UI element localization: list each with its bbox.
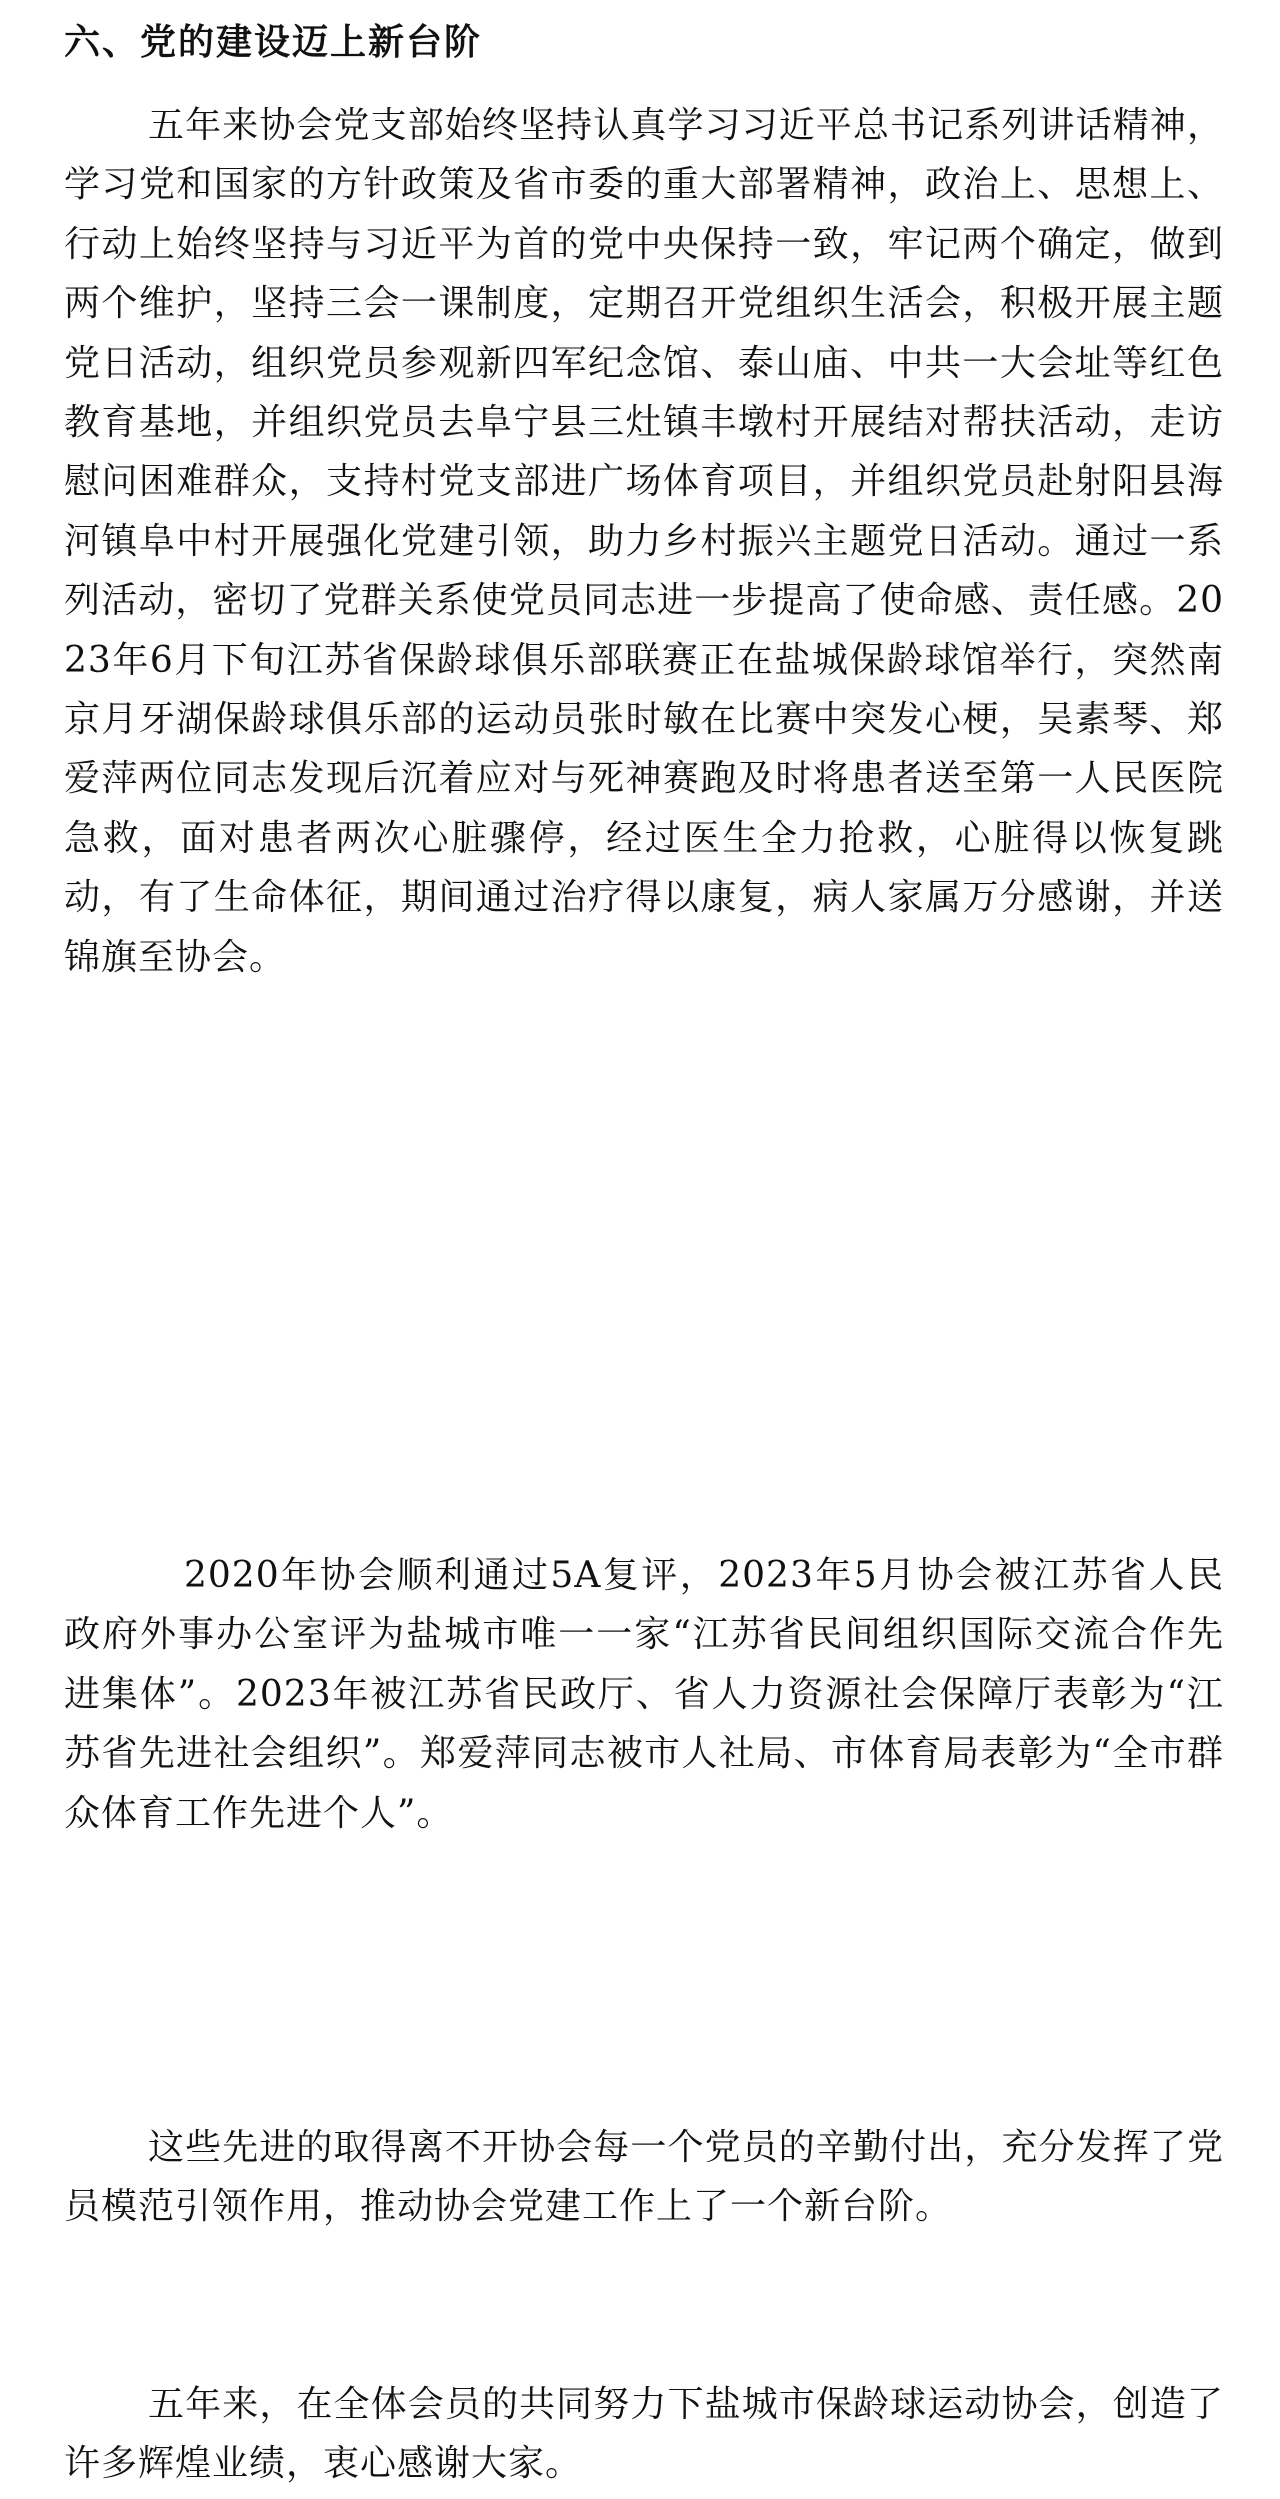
section-heading: 六、党的建设迈上新台阶 (64, 22, 483, 63)
paragraph-closing: 五年来，在全体会员的共同努力下盐城市保龄球运动协会，创造了许多辉煌业绩，衷心感谢大家。 (64, 2384, 1224, 2485)
paragraph-party-building: 五年来协会党支部始终坚持认真学习习近平总书记系列讲话精神，学习党和国家的方针政策及省市委的重大部署精神，政治上、思想上、行动上始终坚持与习近平为首的党中央保持一致，牢记两个确定，做到两个维护，坚持三会一课制度，定期召开党组织生活会，积极开展主题党日活动，组织党员参观新四军纪念馆、泰山庙、中共一大会址等红色教育基地，并组织党员去阜宁县三灶镇丰墩村开展结对帮扶活动，走访慰问困难群众，支持村党支部进广场体育项目，并组织党员赴射阳县海河镇阜中村开展强化党建引领，助力乡村振兴主题党日活动。通过一系列活动，密切了党群关系使党员同志进一步提高了使命感、责任感。2023年6月下旬江苏省保龄球俱乐部联赛正在盐城保龄球馆举行，突然南京月牙湖保龄球俱乐部的运动员张时敏在比赛中突发心梗，吴素琴、郑爱萍两位同志发现后沉着应对与死神赛跑及时将患者送至第一人民医院急救，面对患者两次心脏骤停，经过医生全力抢救，心脏得以恢复跳动，有了生命体征，期间通过治疗得以康复，病人家属万分感谢，并送锦旗至协会。 (64, 105, 1224, 978)
paragraph-achievement: 这些先进的取得离不开协会每一个党员的辛勤付出，充分发挥了党员模范引领作用，推动协会党建工作上了一个新台阶。 (64, 2127, 1224, 2228)
paragraph-honors: 2020年协会顺利通过5A复评，2023年5月协会被江苏省人民政府外事办公室评为盐城市唯一一家“江苏省民间组织国际交流合作先进集体”。2023年被江苏省民政厅、省人力资源社会保障厅表彰为“江苏省先进社会组织”。郑爱萍同志被市人社局、市体育局表彰为“全市群众体育工作先进个人”。 (64, 1555, 1224, 1834)
